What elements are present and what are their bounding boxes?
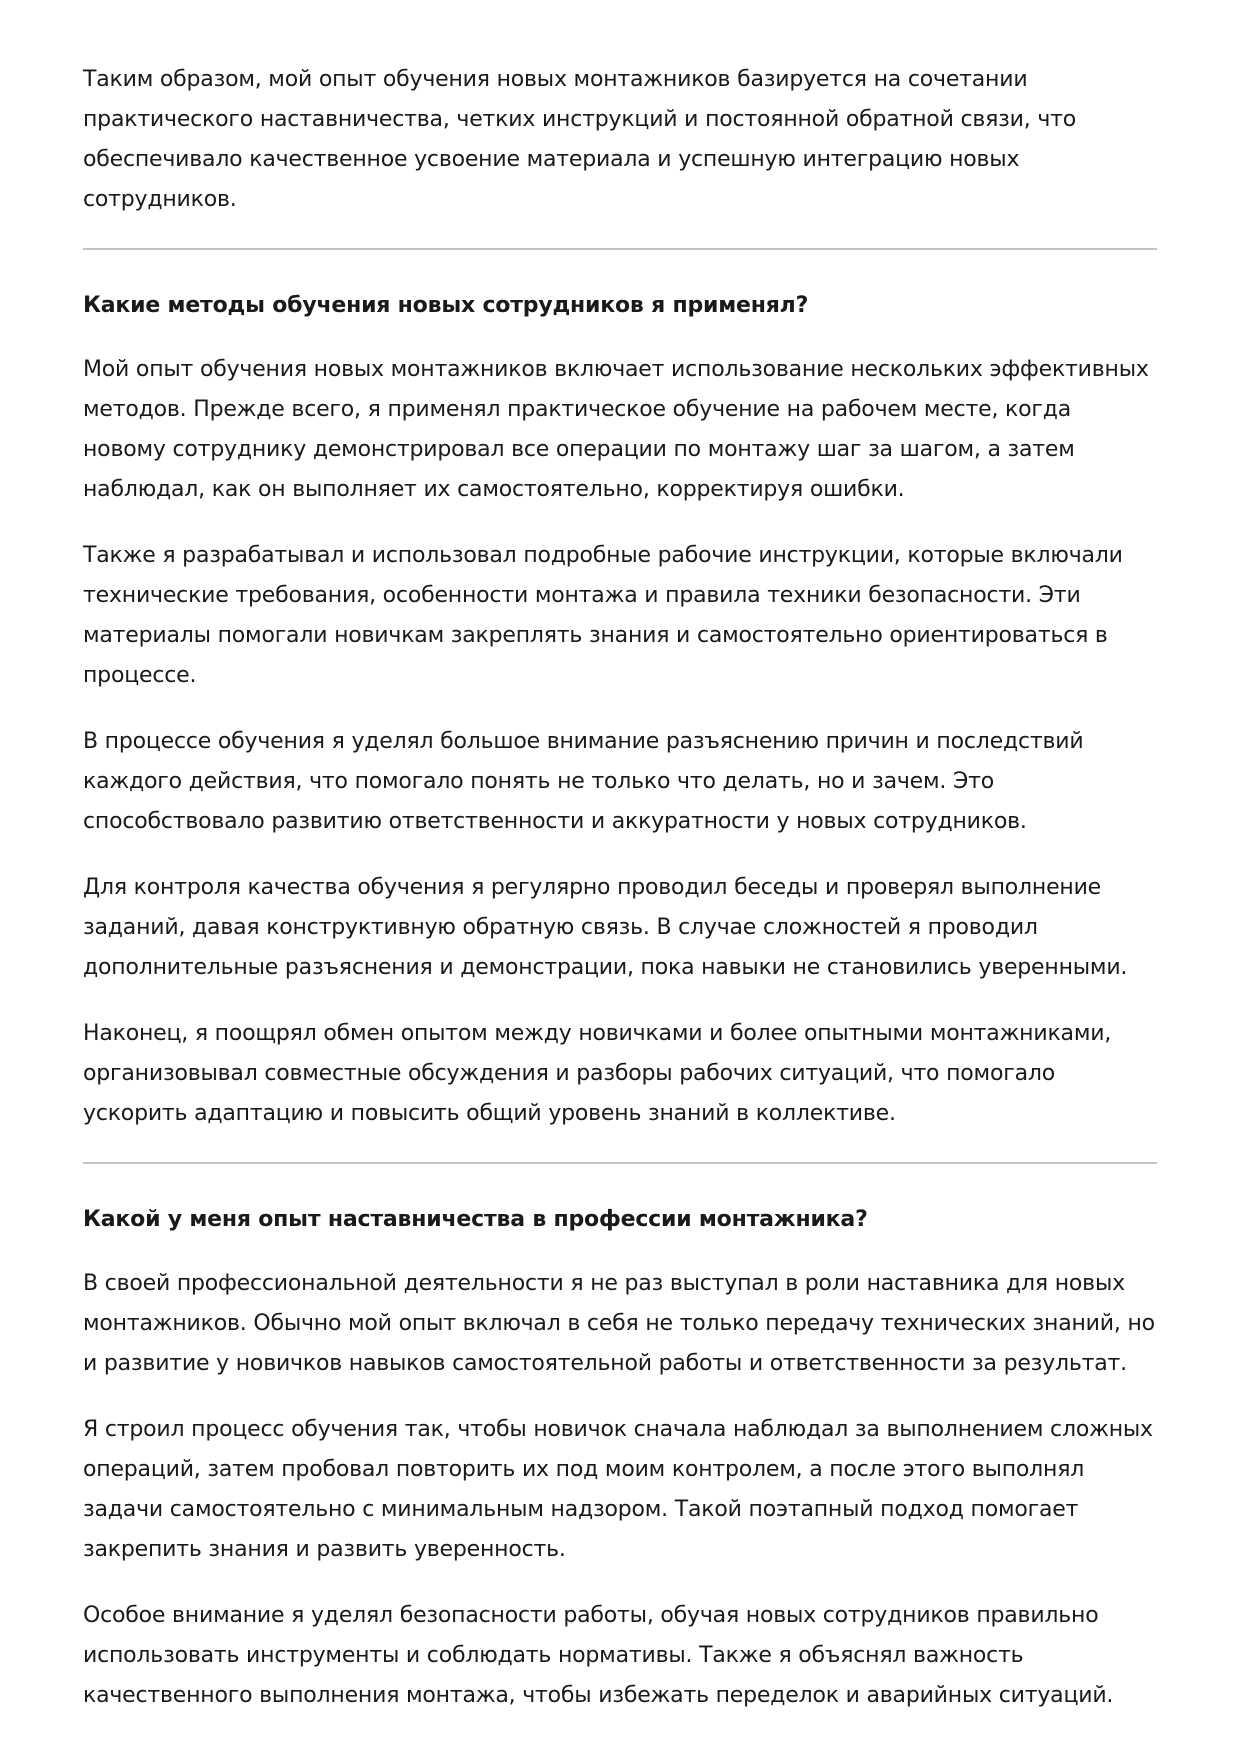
- section-mentoring-experience: [83, 1200, 1157, 1716]
- section-paragraph: В своей профессиональной деятельности я не раз выступал в роли наставника для новых монтажников. Обычно мой опыт включал в себя не только передачу технических знаний, но и развитие у новичков навыков самостоятельной работы и ответственности за результат.: [83, 1271, 1155, 1376]
- section-paragraph: Наконец, я поощрял обмен опытом между новичками и более опытными монтажниками, организовывал совместные обсуждения и разборы рабочих ситуаций, что помогало ускорить адаптацию и повысить общий уровень знаний в коллективе.: [83, 1021, 1112, 1126]
- section-paragraph: В процессе обучения я уделял большое внимание разъяснению причин и последствий каждого действия, что помогало понять не только что делать, но и зачем. Это способствовало развитию ответственности и аккуратности у новых сотрудников.: [83, 729, 1084, 834]
- section-training-methods: [83, 286, 1157, 1134]
- section-paragraph: Для контроля качества обучения я регулярно проводил беседы и проверял выполнение заданий, давая конструктивную обратную связь. В случае сложностей я проводил дополнительные разъяснения и демонстрации, пока навыки не становились уверенными.: [83, 875, 1128, 980]
- section-divider: [83, 1162, 1157, 1164]
- section-paragraph: Я строил процесс обучения так, чтобы новичок сначала наблюдал за выполнением сложных операций, затем пробовал повторить их под моим контролем, а после этого выполнял задачи самостоятельно с минимальным надзором. Такой поэтапный подход помогает закрепить знания и развить уверенность.: [83, 1417, 1153, 1562]
- section-divider: [83, 248, 1157, 250]
- section-paragraph: Мой опыт обучения новых монтажников включает использование нескольких эффективных методов. Прежде всего, я применял практическое обучение на рабочем месте, когда новому сотруднику демонстрировал все операции по монтажу шаг за шагом, а затем наблюдал, как он выполняет их самостоятельно, корректируя ошибки.: [83, 357, 1149, 502]
- section-heading: Какие методы обучения новых сотрудников я применял?: [83, 293, 809, 318]
- section-heading: Какой у меня опыт наставничества в профессии монтажника?: [83, 1207, 868, 1232]
- section-paragraph: Также я разрабатывал и использовал подробные рабочие инструкции, которые включали технические требования, особенности монтажа и правила техники безопасности. Эти материалы помогали новичкам закреплять знания и самостоятельно ориентироваться в процессе.: [83, 543, 1123, 688]
- intro-block: [83, 60, 1157, 220]
- intro-paragraph: Таким образом, мой опыт обучения новых монтажников базируется на сочетании практического наставничества, четких инструкций и постоянной обратной связи, что обеспечивало качественное усвоение материала и успешную интеграцию новых сотрудников.: [83, 67, 1077, 212]
- section-paragraph: Особое внимание я уделял безопасности работы, обучая новых сотрудников правильно использовать инструменты и соблюдать нормативы. Также я объяснял важность качественного выполнения монтажа, чтобы избежать переделок и аварийных ситуаций.: [83, 1603, 1114, 1708]
